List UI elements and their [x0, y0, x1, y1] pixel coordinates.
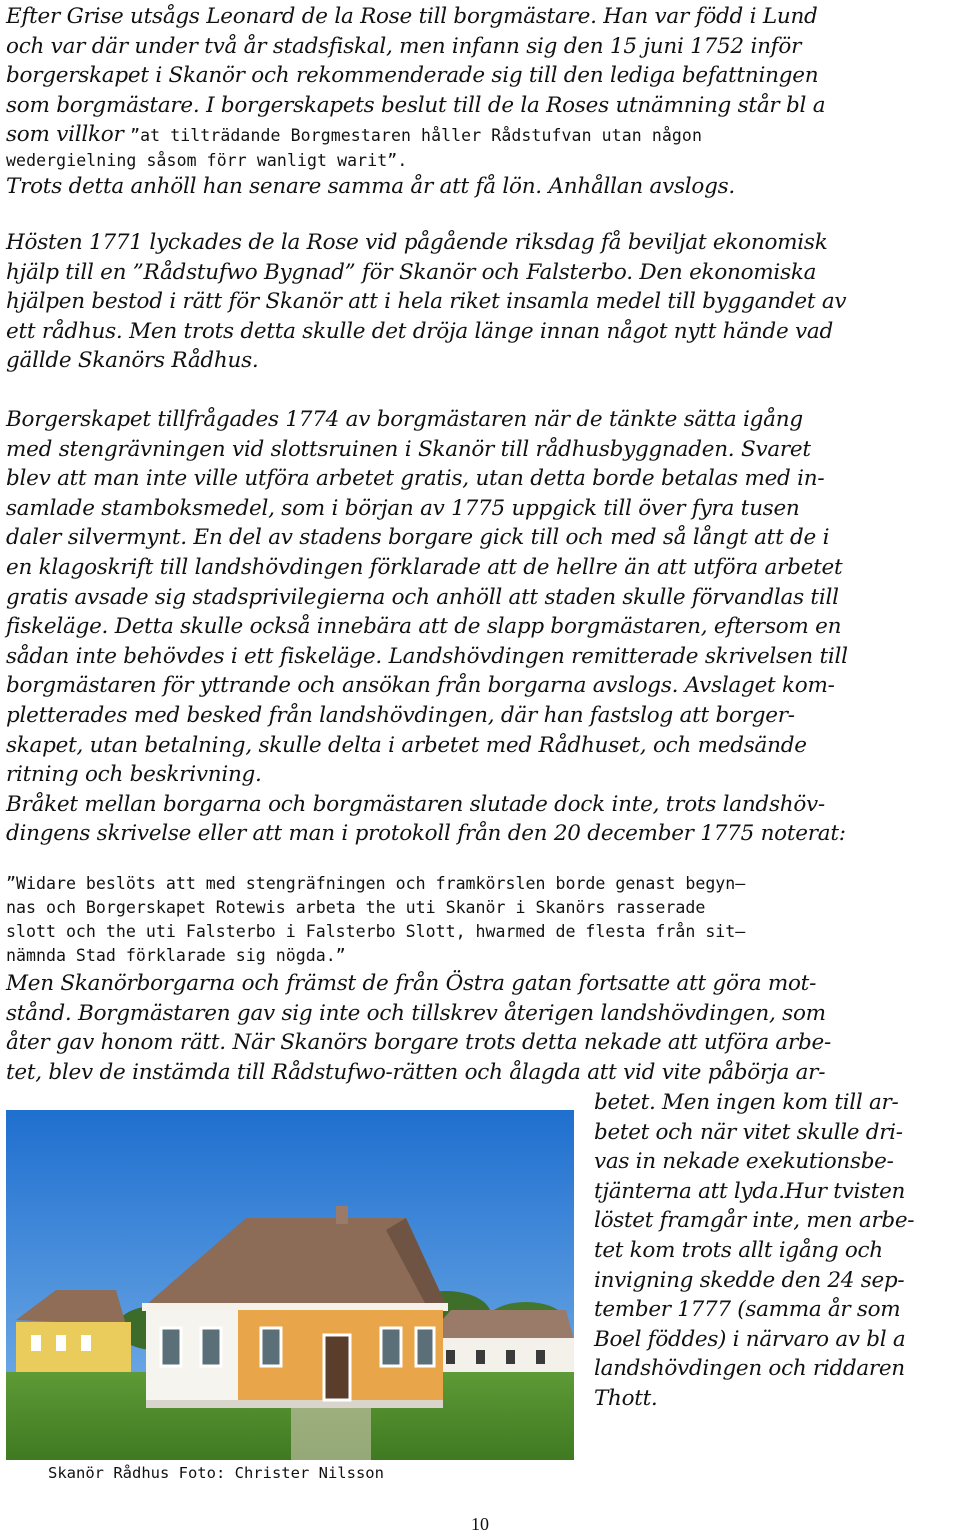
archaic-quote: ”at tilträdande Borgmestaren håller Rådstufvan utan någon	[130, 126, 702, 146]
quote-line: ”Widare beslöts att med stengräfningen och framkörslen borde genast begyn–	[6, 874, 746, 893]
text-line: betet och när vitet skulle dri-	[594, 1119, 903, 1145]
radhus-window	[416, 1328, 434, 1366]
text-line: samlade stamboksmedel, som i början av 1775 uppgick till över fyra tusen	[6, 495, 800, 521]
text-line: ritning och beskrivning.	[6, 762, 262, 788]
text-line: Hösten 1771 lyckades de la Rose vid pågående riksdag få beviljat ekonomisk	[6, 230, 828, 255]
right-house-roof	[426, 1310, 574, 1340]
text-line: blev att man inte ville utföra arbetet gratis, utan detta borde betalas med in-	[6, 466, 825, 492]
right-house-window	[506, 1350, 515, 1364]
text-line-with-quote	[6, 120, 958, 150]
protocol-quote	[6, 872, 956, 968]
text-line: pletterades med besked från landshövdingen, där han fastslog att borger-	[6, 702, 795, 728]
text-line: med stengrävningen vid slottsruinen i Skanör till rådhusbyggnaden. Svaret	[6, 436, 811, 462]
text-line: Boel föddes) i närvaro av bl a	[594, 1326, 906, 1352]
radhus-photo	[6, 1110, 574, 1460]
radhus-cornice	[142, 1303, 448, 1311]
right-house-window	[536, 1350, 545, 1364]
radhus-window	[201, 1328, 221, 1366]
text-line: löstet framgår inte, men arbe-	[594, 1208, 915, 1234]
text-line: Efter Grise utsågs Leonard de la Rose till borgmästare. Han var född i Lund	[6, 4, 818, 29]
paragraph-borgerskapet	[6, 405, 958, 849]
radhus-window	[161, 1328, 181, 1366]
text-line: daler silvermynt. En del av stadens borgare gick till och med så långt att de i	[6, 525, 830, 551]
radhus-window	[381, 1328, 401, 1366]
text-line: Men Skanörborgarna och främst de från Östra gatan fortsatte att göra mot-	[6, 971, 817, 996]
left-house-window	[31, 1335, 41, 1351]
chimney	[336, 1206, 348, 1224]
text-line: åter gav honom rätt. När Skanörs borgare trots detta nekade att utföra arbe-	[6, 1030, 831, 1056]
text-line: Borgerskapet tillfrågades 1774 av borgmästaren när de tänkte sätta igång	[6, 407, 803, 432]
right-house-window	[446, 1350, 455, 1364]
text-line: hjälp till en ”Rådstufwo Bygnad” för Skanör och Falsterbo. Den ekonomiska	[6, 259, 817, 285]
text-line: borgmästaren för yttrande och ansökan från borgarna avslogs. Avslaget kom-	[6, 673, 835, 699]
archaic-quote-continued: wedergielning såsom förr wanligt warit”.	[6, 150, 408, 170]
text-line: tet, blev de instämda till Rådstufwo-rätten och ålagda att vid vite påbörja ar-	[6, 1059, 826, 1085]
left-house-window	[56, 1335, 66, 1351]
text-line: ett rådhus. Men trots detta skulle det dröja länge innan något nytt hände vad	[6, 318, 833, 344]
text-line: Bråket mellan borgarna och borgmästaren slutade dock inte, trots landshöv-	[6, 791, 825, 817]
text-line: en klagoskrift till landshövdingen förklarade att de hellre än att utföra arbetet	[6, 554, 843, 580]
radhus-window	[261, 1328, 281, 1366]
radhus-door	[324, 1335, 350, 1400]
text-line: hjälpen bestod i rätt för Skanör att i hela riket insamla medel till byggandet av	[6, 289, 847, 315]
text-line: och var där under två år stadsfiskal, men infann sig den 15 juni 1752 inför	[6, 33, 802, 59]
quote-line: slott och the uti Falsterbo i Falsterbo Slott, hwarmed de flesta från sit–	[6, 922, 746, 941]
text-line: borgerskapet i Skanör och rekommenderade sig till den lediga befattningen	[6, 63, 819, 89]
lead-text: som villkor	[6, 122, 131, 148]
photo-side-text	[594, 1088, 958, 1414]
right-house-window	[476, 1350, 485, 1364]
quote-line: nämnda Stad förklarade sig nögda.”	[6, 946, 346, 965]
text-line: Trots detta anhöll han senare samma år att få lön. Anhållan avslogs.	[6, 173, 735, 199]
text-line: vas in nekade exekutionsbe-	[594, 1149, 894, 1175]
text-line: som borgmästare. I borgerskapets beslut till de la Roses utnämning står bl a	[6, 92, 826, 118]
text-line: gratis avsade sig stadsprivilegierna och anhöll att staden skulle förvandlas till	[6, 584, 839, 610]
text-line: skapet, utan betalning, skulle delta i arbetet med Rådhuset, och medsände	[6, 732, 807, 758]
text-line: invigning skedde den 24 sep-	[594, 1267, 905, 1293]
page-number: 10	[471, 1514, 489, 1534]
text-line: dingens skrivelse eller att man i protokoll från den 20 december 1775 noterat:	[6, 821, 846, 847]
text-line: fiskeläge. Detta skulle också innebära att de slapp borgmästaren, eftersom en	[6, 614, 842, 640]
text-line: sådan inte behövdes i ett fiskeläge. Landshövdingen remitterade skrivelsen till	[6, 643, 848, 669]
text-line: landshövdingen och riddaren	[594, 1356, 905, 1382]
text-line: betet. Men ingen kom till ar-	[594, 1090, 899, 1115]
paragraph-resistance	[6, 969, 958, 1087]
left-house-window	[81, 1335, 91, 1351]
text-line: Thott.	[594, 1385, 658, 1411]
text-line: tember 1777 (samma år som	[594, 1297, 901, 1323]
quote-line: nas och Borgerskapet Rotewis arbeta the uti Skanör i Skanörs rasserade	[6, 898, 706, 917]
path	[291, 1408, 371, 1460]
photo-caption: Skanör Rådhus Foto: Christer Nilsson	[48, 1464, 384, 1482]
text-line: tet kom trots allt igång och	[594, 1237, 883, 1263]
paragraph-intro	[6, 2, 958, 202]
text-line: stånd. Borgmästaren gav sig inte och tillskrev återigen landshövdingen, som	[6, 1000, 826, 1026]
text-line: tjänterna att lyda.Hur tvisten	[594, 1178, 906, 1204]
text-line: gällde Skanörs Rådhus.	[6, 348, 259, 374]
radhus-plinth	[146, 1400, 443, 1408]
paragraph-riksdag	[6, 228, 958, 376]
